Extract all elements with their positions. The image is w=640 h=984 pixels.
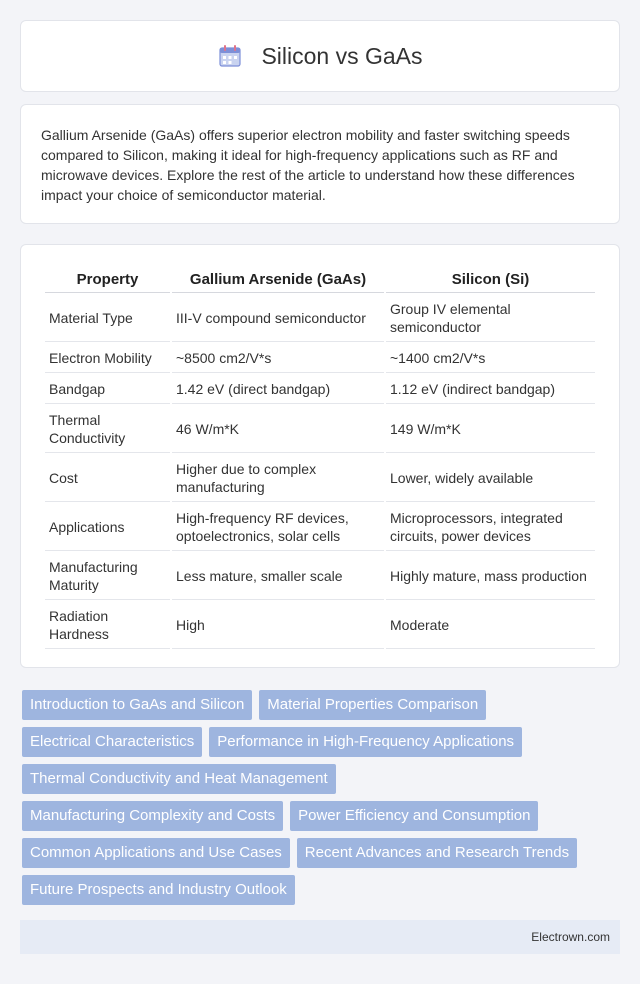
tag-recent-advances[interactable]: Recent Advances and Research Trends (297, 838, 577, 868)
table-header-row (45, 267, 595, 293)
table-cell-silicon: 1.12 eV (indirect bandgap) (386, 375, 595, 404)
tag-row (22, 875, 622, 905)
tag-electrical-characteristics[interactable]: Electrical Characteristics (22, 727, 202, 757)
table-cell-gaas: 1.42 eV (direct bandgap) (172, 375, 384, 404)
table-cell-silicon: Moderate (386, 602, 595, 649)
tag-thermal-conductivity[interactable]: Thermal Conductivity and Heat Management (22, 764, 336, 794)
topic-tags (22, 690, 622, 912)
table-cell-property: Radiation Hardness (45, 602, 170, 649)
table-row (45, 504, 595, 551)
table-header-silicon: Silicon (Si) (386, 267, 595, 293)
tag-manufacturing-costs[interactable]: Manufacturing Complexity and Costs (22, 801, 283, 831)
footer (20, 920, 620, 954)
table-cell-silicon: Microprocessors, integrated circuits, power devices (386, 504, 595, 551)
table-cell-silicon: 149 W/m*K (386, 406, 595, 453)
table-cell-gaas: High (172, 602, 384, 649)
table-cell-gaas: High-frequency RF devices, optoelectronics, solar cells (172, 504, 384, 551)
table-cell-gaas: 46 W/m*K (172, 406, 384, 453)
tag-high-frequency-performance[interactable]: Performance in High-Frequency Applications (209, 727, 522, 757)
table-row (45, 406, 595, 453)
comparison-table-card (20, 244, 620, 668)
tag-material-properties[interactable]: Material Properties Comparison (259, 690, 486, 720)
table-header-gaas: Gallium Arsenide (GaAs) (172, 267, 384, 293)
table-row (45, 602, 595, 649)
footer-brand[interactable]: Electrown.com (531, 930, 610, 944)
table-cell-gaas: Less mature, smaller scale (172, 553, 384, 600)
table-row (45, 375, 595, 404)
title-wrap (217, 43, 422, 70)
comparison-table (43, 265, 597, 651)
header-card (20, 20, 620, 92)
table-cell-property: Cost (45, 455, 170, 502)
tag-introduction[interactable]: Introduction to GaAs and Silicon (22, 690, 252, 720)
table-cell-gaas: ~8500 cm2/V*s (172, 344, 384, 373)
table-header-property: Property (45, 267, 170, 293)
tag-row (22, 838, 622, 868)
table-row (45, 455, 595, 502)
table-cell-property: Electron Mobility (45, 344, 170, 373)
table-cell-property: Manufacturing Maturity (45, 553, 170, 600)
tag-row (22, 801, 622, 831)
table-cell-property: Bandgap (45, 375, 170, 404)
tag-power-efficiency[interactable]: Power Efficiency and Consumption (290, 801, 538, 831)
table-cell-silicon: Highly mature, mass production (386, 553, 595, 600)
table-cell-gaas: Higher due to complex manufacturing (172, 455, 384, 502)
table-row (45, 295, 595, 342)
table-cell-gaas: III-V compound semiconductor (172, 295, 384, 342)
table-cell-property: Thermal Conductivity (45, 406, 170, 453)
table-cell-silicon: Lower, widely available (386, 455, 595, 502)
tag-row (22, 727, 622, 757)
intro-text: Gallium Arsenide (GaAs) offers superior electron mobility and faster switching speeds compared to Silicon, making it ideal for high-frequency applications such as RF and microwave devices. Explore the rest of the article to understand how these differences impact your choice of semiconductor material. (41, 127, 575, 203)
tag-common-applications[interactable]: Common Applications and Use Cases (22, 838, 290, 868)
table-cell-silicon: Group IV elemental semiconductor (386, 295, 595, 342)
intro-card (20, 104, 620, 224)
page-title: Silicon vs GaAs (261, 42, 423, 69)
tag-row (22, 764, 622, 794)
tag-row (22, 690, 622, 720)
table-cell-property: Applications (45, 504, 170, 551)
table-cell-property: Material Type (45, 295, 170, 342)
table-row (45, 344, 595, 373)
tag-future-prospects[interactable]: Future Prospects and Industry Outlook (22, 875, 295, 905)
table-cell-silicon: ~1400 cm2/V*s (386, 344, 595, 373)
calendar-icon (217, 43, 243, 69)
table-row (45, 553, 595, 600)
